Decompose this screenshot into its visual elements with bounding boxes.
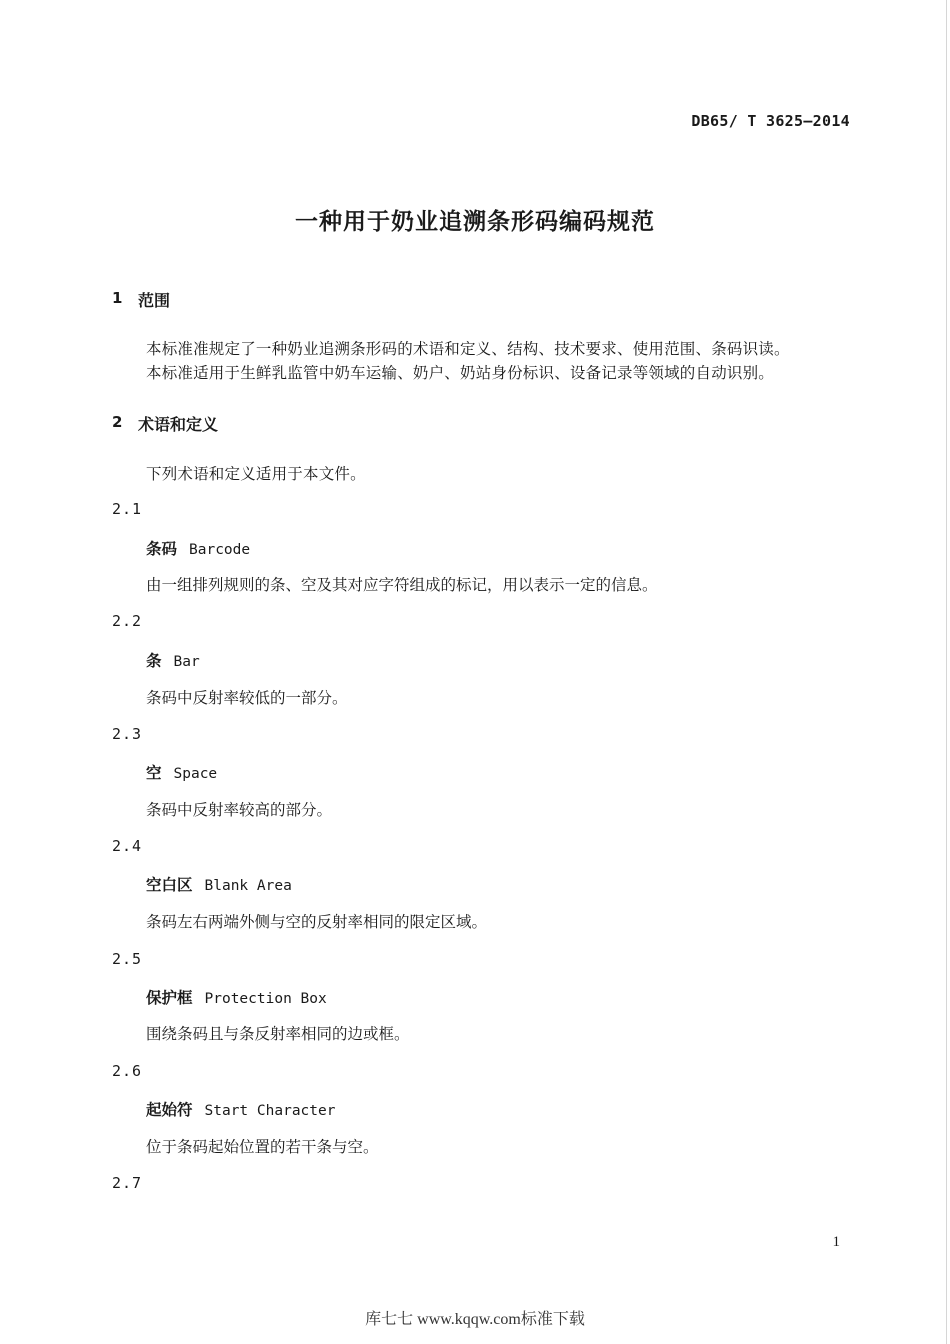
section-2-intro: 下列术语和定义适用于本文件。 — [146, 465, 366, 483]
term-definition: 位于条码起始位置的若干条与空。 — [146, 1138, 379, 1156]
term-zh: 起始符 — [146, 1101, 193, 1119]
term-zh: 空 — [146, 764, 162, 782]
term-definition: 条码中反射率较低的一部分。 — [146, 689, 348, 707]
document-title: 一种用于奶业追溯条形码编码规范 — [295, 209, 655, 235]
term-heading — [146, 537, 250, 559]
section-1-number: 1 — [112, 289, 123, 307]
section-1-paragraph-1: 本标准准规定了一种奶业追溯条形码的术语和定义、结构、技术要求、使用范围、条码识读。 — [146, 340, 790, 358]
term-definition: 由一组排列规则的条、空及其对应字符组成的标记，用以表示一定的信息。 — [146, 576, 658, 594]
footer-watermark: 库七七 www.kqqw.com标准下载 — [365, 1311, 585, 1328]
term-zh: 空白区 — [146, 876, 193, 894]
term-definition: 条码左右两端外侧与空的反射率相同的限定区域。 — [146, 913, 488, 931]
term-en: Blank Area — [204, 878, 292, 894]
term-zh: 保护框 — [146, 989, 193, 1007]
section-1-paragraph-2: 本标准适用于生鲜乳监管中奶车运输、奶户、奶站身份标识、设备记录等领域的自动识别。 — [146, 364, 775, 382]
scan-edge-line — [946, 0, 947, 1344]
term-number: 2.1 — [112, 500, 143, 518]
term-number: 2.7 — [112, 1174, 143, 1192]
term-number: 2.3 — [112, 725, 143, 743]
term-en: Start Character — [204, 1103, 336, 1119]
section-2-title: 术语和定义 — [138, 415, 219, 434]
term-en: Bar — [173, 654, 200, 670]
term-heading — [146, 986, 327, 1008]
term-definition: 条码中反射率较高的部分。 — [146, 801, 333, 819]
term-number: 2.4 — [112, 837, 143, 855]
section-1-title: 范围 — [138, 291, 171, 310]
term-zh: 条码 — [146, 540, 178, 558]
term-en: Barcode — [189, 542, 251, 558]
section-2-number: 2 — [112, 413, 123, 431]
standard-code: DB65/ T 3625—2014 — [691, 112, 850, 130]
term-en: Protection Box — [204, 991, 327, 1007]
term-en: Space — [173, 766, 218, 782]
term-number: 2.2 — [112, 612, 143, 630]
term-definition: 围绕条码且与条反射率相同的边或框。 — [146, 1025, 410, 1043]
term-heading — [146, 1098, 335, 1120]
page-number: 1 — [832, 1234, 840, 1250]
term-number: 2.5 — [112, 950, 143, 968]
term-heading — [146, 873, 292, 895]
term-heading — [146, 761, 217, 783]
term-heading — [146, 649, 200, 671]
term-number: 2.6 — [112, 1062, 143, 1080]
term-zh: 条 — [146, 652, 162, 670]
